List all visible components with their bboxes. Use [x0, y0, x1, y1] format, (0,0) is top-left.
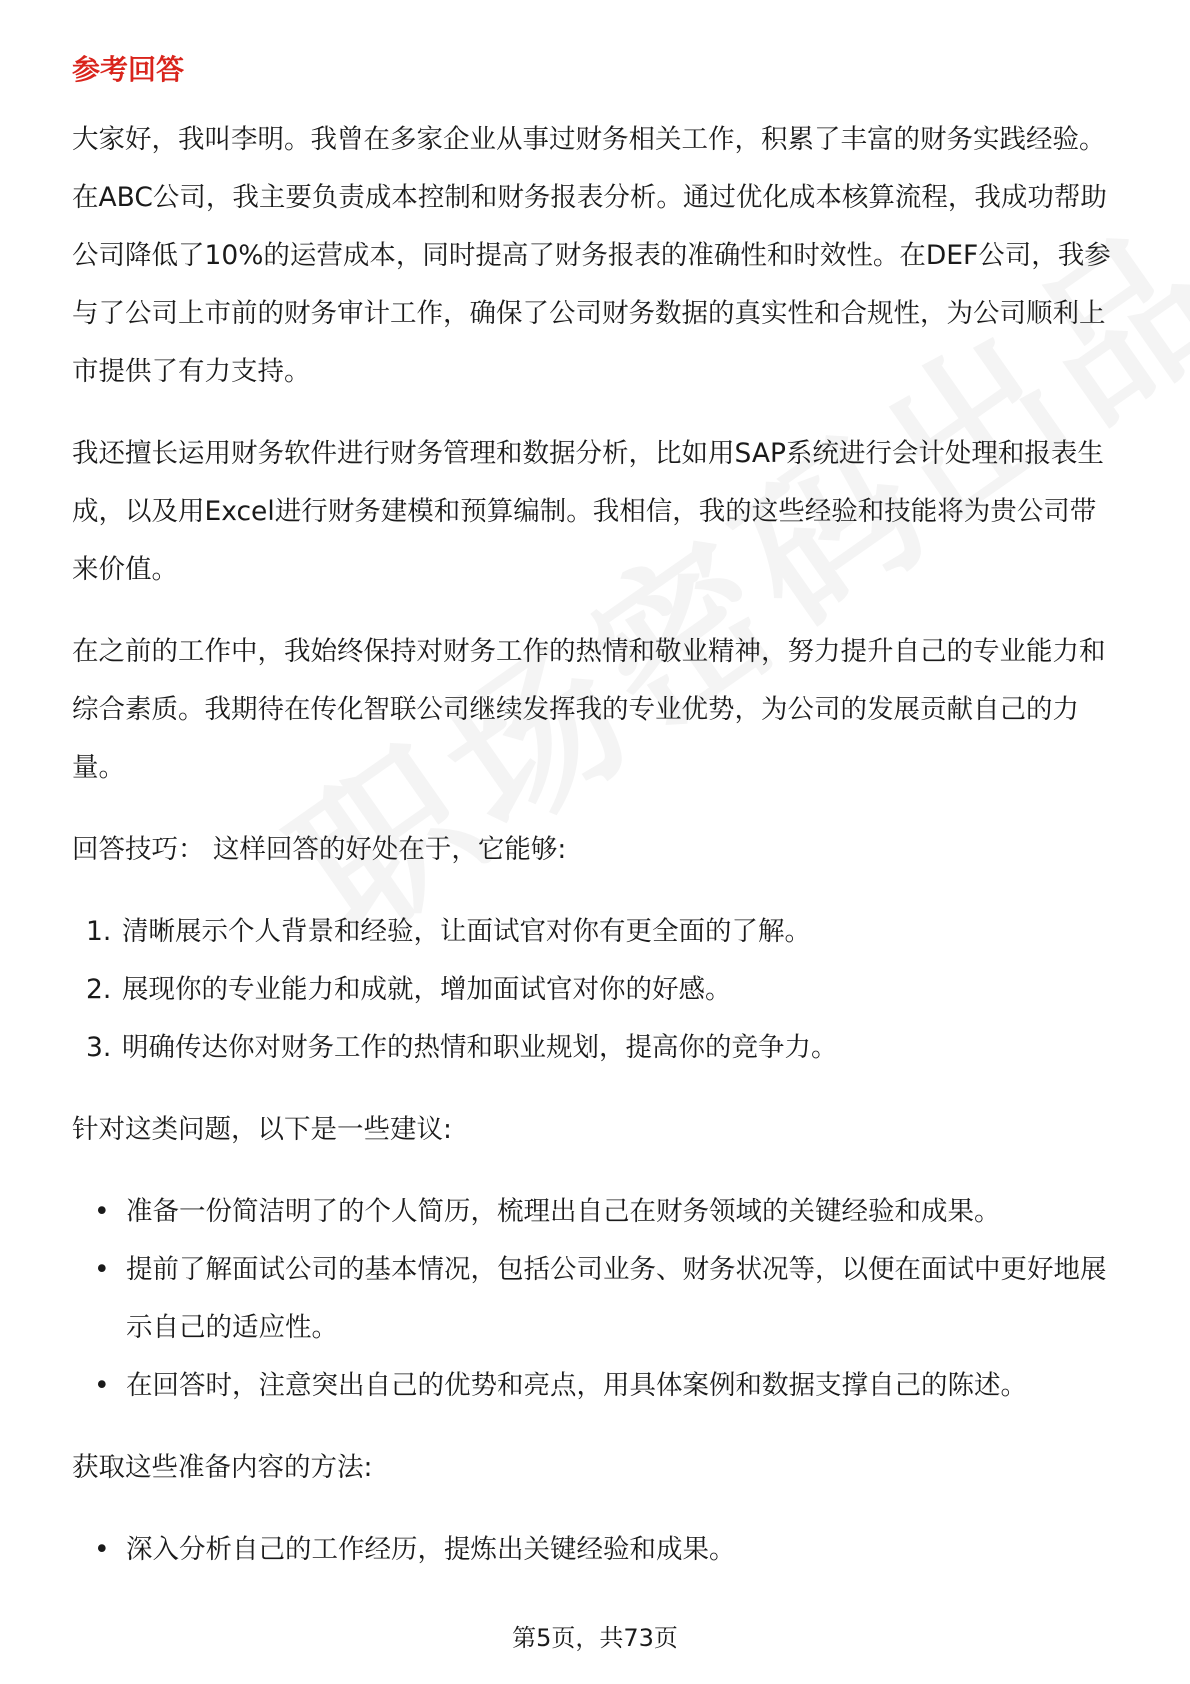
list-item [72, 961, 1122, 1019]
tips-label: 回答技巧： 这样回答的好处在于，它能够: [72, 833, 567, 865]
list-item [72, 1357, 1122, 1415]
advice-label: 针对这类问题，以下是一些建议: [72, 1113, 452, 1145]
answer-paragraph-2: 我还擅长运用财务软件进行财务管理和数据分析，比如用SAP系统进行会计处理和报表生成，以及用Excel进行财务建模和预算编制。我相信，我的这些经验和技能将为贵公司带来价值。 [72, 437, 1104, 585]
list-item-text: 清晰展示个人背景和经验，让面试官对你有更全面的了解。 [122, 915, 811, 947]
list-item-text: 在回答时，注意突出自己的优势和亮点，用具体案例和数据支撑自己的陈述。 [126, 1369, 1027, 1401]
answer-paragraph-3: 在之前的工作中，我始终保持对财务工作的热情和敬业精神，努力提升自己的专业能力和综合素质。我期待在传化智联公司继续发挥我的专业优势，为公司的发展贡献自己的力量。 [72, 635, 1106, 783]
bullet-icon: • [94, 1253, 110, 1285]
list-item-text: 展现你的专业能力和成就，增加面试官对你的好感。 [122, 973, 732, 1005]
bullet-icon: • [94, 1369, 110, 1401]
list-number: 2. [86, 973, 112, 1005]
list-item [72, 1183, 1122, 1241]
list-item [72, 1521, 1122, 1579]
list-item-text: 准备一份简洁明了的个人简历，梳理出自己在财务领域的关键经验和成果。 [126, 1195, 1001, 1227]
bullet-icon: • [94, 1533, 110, 1565]
advice-list [72, 1183, 1122, 1415]
list-item [72, 903, 1122, 961]
bullet-icon: • [94, 1195, 110, 1227]
methods-list [72, 1521, 1122, 1579]
methods-label: 获取这些准备内容的方法: [72, 1451, 373, 1483]
answer-paragraph-1: 大家好，我叫李明。我曾在多家企业从事过财务相关工作，积累了丰富的财务实践经验。在ABC公司，我主要负责成本控制和财务报表分析。通过优化成本核算流程，我成功帮助公司降低了10%的运营成本，同时提高了财务报表的准确性和时效性。在DEF公司，我参与了公司上市前的财务审计工作，确保了公司财务数据的真实性和合规性，为公司顺利上市提供了有力支持。 [72, 123, 1111, 387]
list-number: 1. [86, 915, 112, 947]
list-item-text: 明确传达你对财务工作的热情和职业规划，提高你的竞争力。 [122, 1031, 838, 1063]
list-number: 3. [86, 1031, 112, 1063]
list-item [72, 1019, 1122, 1077]
tips-list [72, 903, 1122, 1077]
list-item-text: 提前了解面试公司的基本情况，包括公司业务、财务状况等，以便在面试中更好地展示自己的适应性。 [126, 1253, 1107, 1343]
list-item [72, 1241, 1122, 1357]
section-heading: 参考回答 [72, 53, 185, 86]
list-item-text: 深入分析自己的工作经历，提炼出关键经验和成果。 [126, 1533, 736, 1565]
document-body [72, 40, 1122, 1603]
page-number: 第5页，共73页 [512, 1624, 678, 1652]
